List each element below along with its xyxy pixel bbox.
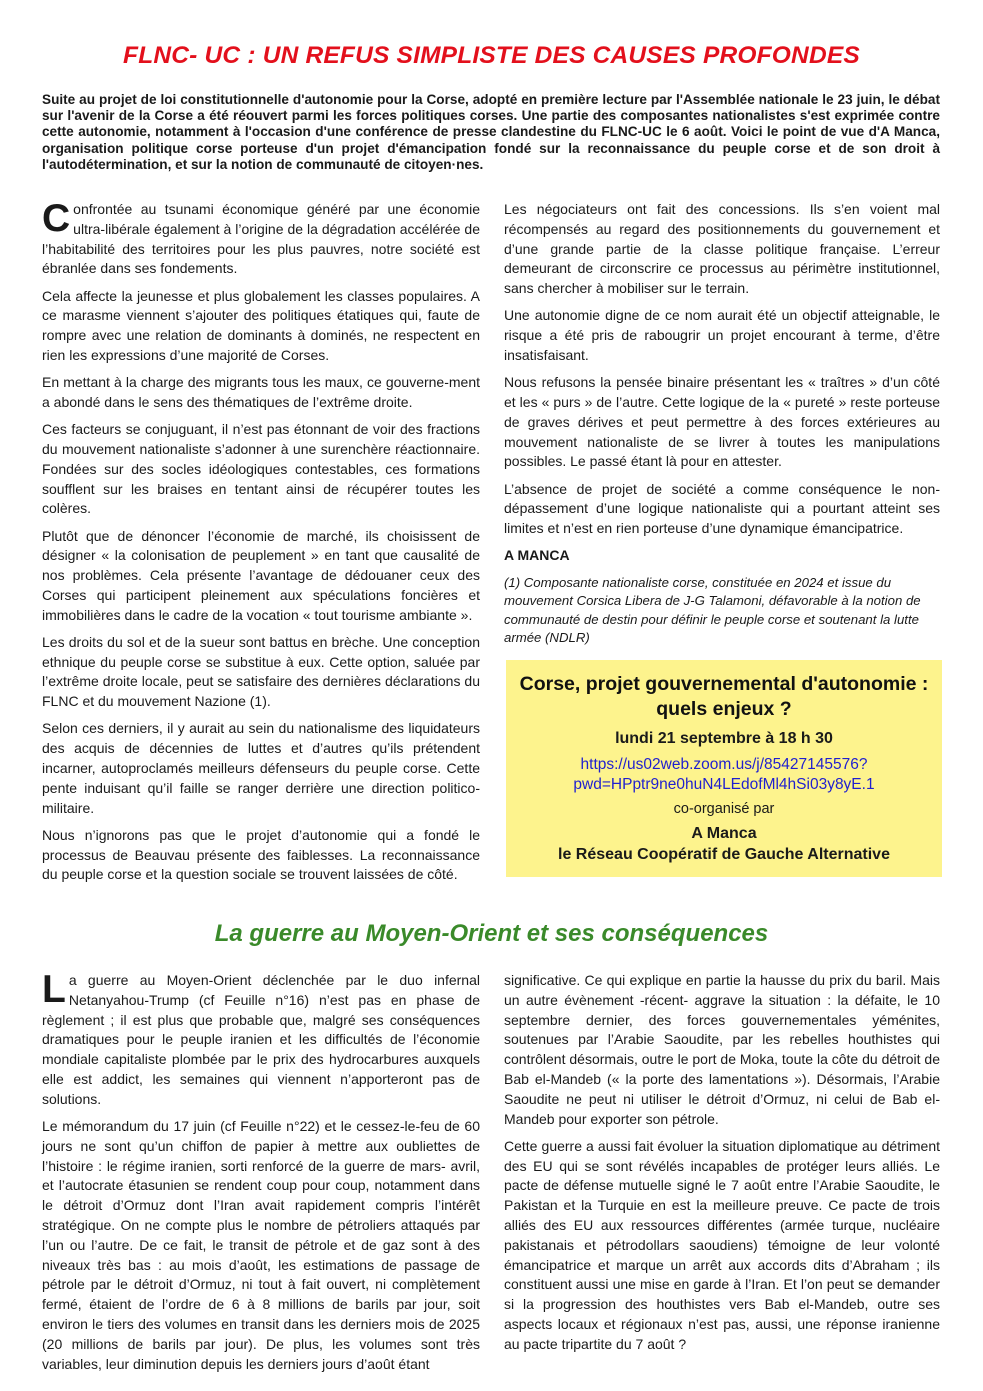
article1-paragraph: Une autonomie digne de ce nom aurait été un objectif atteignable, le risque a été pris de rabougrir un projet encourant à terme, d’être insatisfaisant. (504, 307, 940, 363)
article2-paragraph (42, 968, 480, 1110)
dropcap: L (42, 968, 66, 1011)
article2-paragraph: significative. Ce qui explique en partie la hausse du prix du baril. Mais un autre évènement -récent- aggrave la situation : la défaite, le 10 septembre dernier, des forces gouvernementales yéménites, soutenues par l’Arabie Saoudite, par les rebelles houthistes qui contrôlent désormais, outre le port de Moka, toute la côte du détroit de Bab el-Mandeb (« la porte des lamentations »). Désormais, l’Arabie Saoudite ne peut ni utiliser le détroit d’Ormuz, ni celui de Bab el-Mandeb pour exporter son pétrole. (504, 972, 940, 1127)
article1-paragraph: Cela affecte la jeunesse et plus globalement les classes populaires. A ce marasme viennent s’ajouter des politiques étatiques qui, faute de rompre avec une relation de dominants à dominés, ne respectent en rien les expressions d’une majorité de Corses. (42, 287, 480, 363)
article1-paragraph: L’absence de projet de société a comme conséquence le non-dépassement d’une logique nationaliste qui a pourtant atteint ses limites et n’est en rien porteuse d’une dynamique émancipatrice. (504, 480, 940, 537)
article1-title: FLNC- UC : UN REFUS SIMPLISTE DES CAUSES PROFONDES (123, 42, 860, 69)
article1-paragraph: Plutôt que de dénoncer l’économie de marché, ils choisissent de désigner « la colonisation de peuplement » en tant que causalité de nos problèmes. Cela présente l’avantage de dédouaner ceux des Corses qui participent pleinement aux spéculations foncières et immobilières dans le cadre de la vocation « tout tourisme ambiante ». (42, 527, 480, 623)
event-organizer-1: A Manca (691, 825, 757, 842)
article1-lead: Suite au projet de loi constitutionnelle d'autonomie pour la Corse, adopté en première lecture par l'Assemblée nationale le 23 juin, le débat sur l'avenir de la Corse a été réouvert parmi les forces politiques corses. Une partie des composantes nationalistes s'est exprimée contre cette autonomie, notamment à l'occasion d'une conférence de presse clandestine du FLNC-UC le 6 août. Voici le point de vue d'A Manca, organisation politique corse porteuse d'un projet d'émancipation fondé sur la reconnaissance du peuple corse et de son droit à l'autodétermination, et sur la notion de communauté de citoyen·nes. (42, 92, 940, 172)
dropcap: C (42, 197, 71, 240)
event-box (506, 660, 942, 877)
article1-paragraph: En mettant à la charge des migrants tous les maux, ce gouverne-ment a abondé dans le sens des thématiques de l’extrême droite. (42, 374, 480, 410)
article1-column-right (504, 200, 940, 655)
paragraph-text: a guerre au Moyen-Orient déclenchée par le duo infernal Netanyahou-Trump (cf Feuille n°16) n’est pas en phase de règlement ; il est plus que probable que, malgré ses conséquences dramatiques pour le peuple iranien et les difficultés de l’économie mondiale capitaliste plombée par le prix des hydrocarbures auxquels elle est addict, les semaines qui viennent n’apporteront pas de solutions. (42, 972, 480, 1107)
article1-signature: A MANCA (504, 547, 570, 564)
article1-paragraph (42, 197, 480, 279)
article2-paragraph: Cette guerre a aussi fait évoluer la situation diplomatique au détriment des EU qui se sont révélés incapables de protéger leurs alliés. Le pacte de défense mutuelle signé le 7 août entre l’Arabie Saoudite, le Pakistan et la Turquie en est la meilleure preuve. Ce pacte de trois alliés des EU aux ressources différentes (armée turque, nucléaire pakistanais et pétrodollars saoudiens) témoigne de leur volonté émancipatrice et marque un arrêt aux accords dits d’Abraham ; ils constituent aussi une mise en garde à l’Iran. Et l’on peut se demander si la progression des houthistes vers Bab el-Mandeb, outre ses aspects locaux et régionaux n’est pas, aussi, une réponse iranienne au pacte tripartite du 7 août ? (504, 1137, 940, 1352)
event-title: Corse, projet gouvernemental d'autonomie : quels enjeux ? (519, 673, 929, 720)
article1-paragraph: Ces facteurs se conjuguant, il n’est pas étonnant de voir des fractions du mouvement nationaliste s’adonner à une surenchère réactionnaire. Fondées sur des socles idéologiques contestables, ces formations soufflent sur les braises en tentant ainsi de récupérer toutes les colères. (42, 421, 480, 517)
article2-paragraph: Le mémorandum du 17 juin (cf Feuille n°22) et le cessez-le-feu de 60 jours ne sont qu’un chiffon de papier à mettre aux oubliettes de l’histoire : le régime iranien, sorti renforcé de la guerre de mars- avril, et l’autocrate étasunien se rendent coup pour coup, notamment dans le détroit d’Ormuz dont l’Iran avait rapidement compris l’intérêt stratégique. On ne compte plus le nombre de pétroliers attaqués par l’un ou l’autre. De ce fait, le transit de pétrole et de gaz sont à des niveaux très bas : au mois d’août, les estimations de passage de pétrole par le détroit d’Ormuz, ni tout à fait ouvert, ni complètement fermé, étaient de l’ordre de 6 à 8 millions de barils par jour, soit environ le tiers des volumes en transit dans les derniers mois de 2025 (20 millions de barils par jour). De plus, les volumes sont très variables, leur diminution depuis les derniers jours d’août étant (42, 1117, 480, 1372)
event-co-organizers-label: co-organisé par (673, 801, 775, 817)
event-organizers (506, 823, 942, 865)
event-zoom-link-line1[interactable]: https://us02web.zoom.us/j/85427145576? (580, 756, 868, 773)
article1-paragraph: Les négociateurs ont fait des concessions. Ils s’en voient mal récompensés au regard des positionnements du gouvernement et d’une grande partie de la classe politique française. L’erreur demeurant de circonscrire ce processus au périmètre institutionnel, sans chercher à mobiliser sur le terrain. (504, 201, 940, 297)
article2-title: La guerre au Moyen-Orient et ses conséquences (214, 920, 769, 947)
event-date: lundi 21 septembre à 18 h 30 (615, 730, 833, 747)
article1-paragraph: Nous refusons la pensée binaire présentant les « traîtres » d’un côté et les « purs » de l’autre. Cette logique de la « pureté » reste porteuse de graves dérives et peut permettre à des forces extérieures au mouvement nationaliste de se livrer à toutes les manipulations possibles. Le passé étant là pour en attester. (504, 374, 940, 470)
event-zoom-link[interactable] (506, 755, 942, 795)
article1-paragraph: Nous n’ignorons pas que le projet d’autonomie qui a fondé le processus de Beauvau présente des faiblesses. La reconnaissance du peuple corse et la question sociale se trouvent laissées de côté. (42, 826, 480, 883)
article1-footnote: (1) Composante nationaliste corse, constituée en 2024 et issue du mouvement Corsica Libera de J-G Talamoni, défavorable à la notion de communauté de destin pour définir le peuple corse et soutenant la lutte armée (NDLR) (504, 574, 921, 646)
article2-column-right (504, 971, 940, 1362)
paragraph-text: onfrontée au tsunami économique généré par une économie ultra-libérale également à l’origine de la dégradation accélérée de l’habitabilité des territoires pour les plus pauvres, notre société est ébranlée dans ses fondements. (42, 201, 480, 277)
event-zoom-link-line2[interactable]: pwd=HPptr9ne0huN4LEdofMl4hSi03y8yE.1 (573, 776, 875, 793)
article1-column-left (42, 197, 480, 893)
article1-paragraph: Selon ces derniers, il y aurait au sein du nationalisme des liquidateurs des acquis de décennies de luttes et d’autres qu’ils prétendent incarner, autoproclamés meilleurs défenseurs du peuple corse. Cette pente induisant qu’il faille se ranger derrière une direction politico-militaire. (42, 720, 480, 816)
article1-paragraph: Les droits du sol et de la sueur sont battus en brèche. Une conception ethnique du peuple corse se substitue à eux. Cette option, saluée par l’extrême droite locale, peut se satisfaire des dernières déclarations du FLNC et du mouvement Nazione (1). (42, 633, 480, 710)
article2-column-left (42, 968, 480, 1382)
event-organizer-2: le Réseau Coopératif de Gauche Alternative (558, 846, 890, 863)
